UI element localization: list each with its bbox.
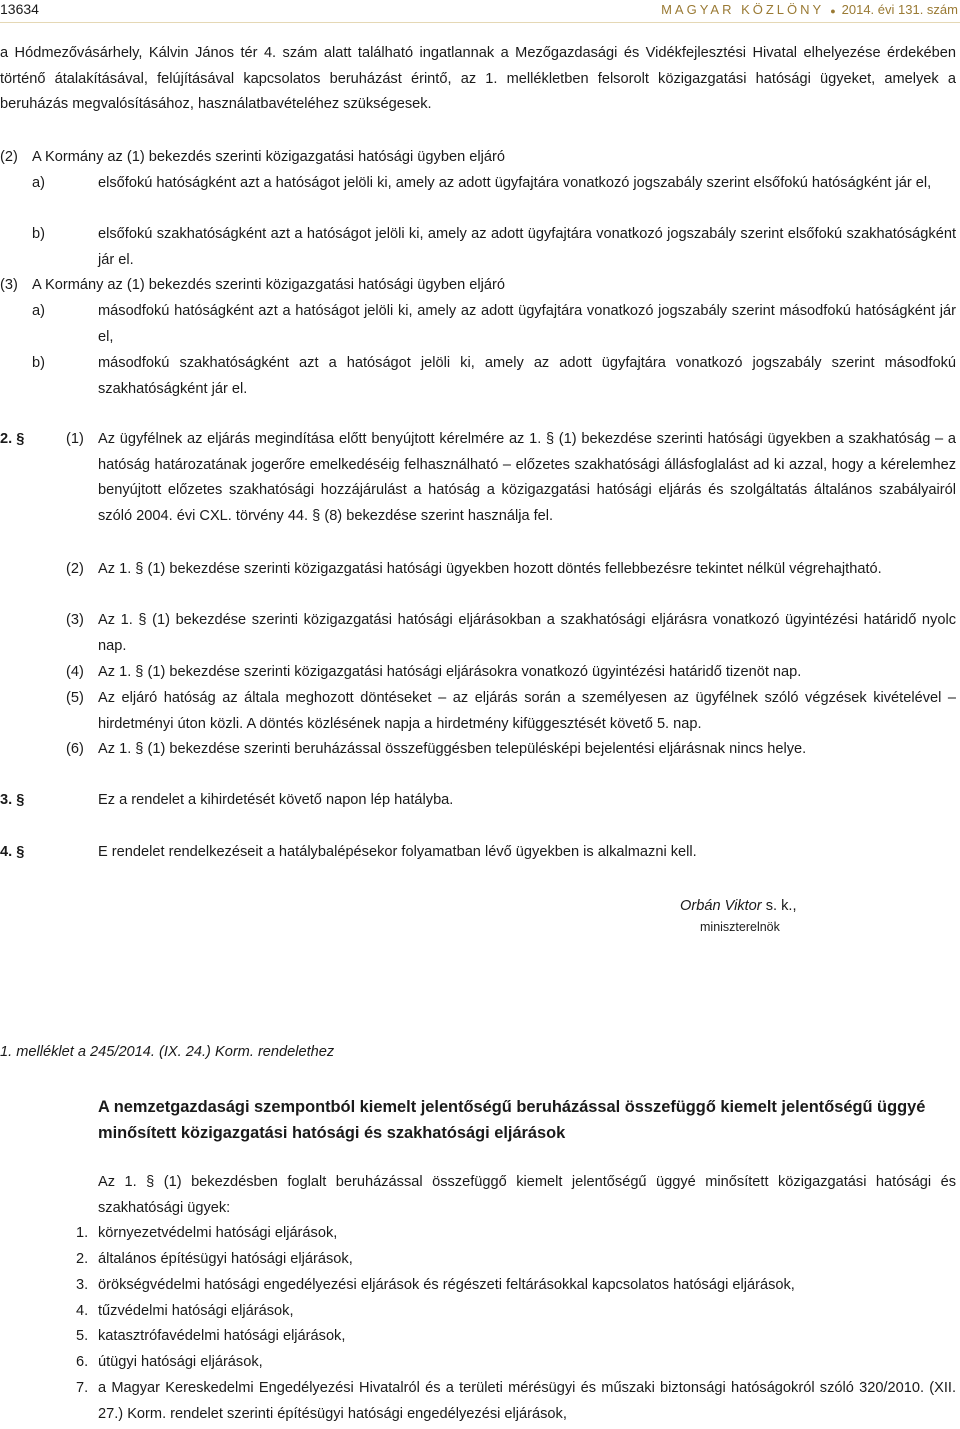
section-1-continuation-text: a Hódmezővásárhely, Kálvin János tér 4. szám alatt található ingatlannak a Mezőgazdasági és Vidékfejlesztési Hivatal elhelyezése érdekében történő átalakításával, felújításával kapcsolatos beruházást érintő, az 1. mellékletben felsorolt közigazgatási hatósági ügyeket, amelyek a beruházás megvalósításához, használatbavételéhez szükségesek. bbox=[0, 45, 956, 113]
list-item-number: 5. bbox=[76, 1328, 89, 1344]
point-text: elsőfokú hatóságként azt a hatóságot jelöli ki, amely az adott ügyfajtára vonatkozó jogszabály szerint elsőfokú hatóságként jár el, bbox=[98, 175, 932, 191]
issue-label: 2014. évi 131. szám bbox=[841, 2, 958, 17]
paragraph-number: (2) bbox=[0, 149, 18, 165]
list-item-number: 3. bbox=[76, 1277, 89, 1293]
list-item: örökségvédelmi hatósági engedélyezési eljárások és régészeti feltárásokkal kapcsolatos hatósági eljárások, bbox=[98, 1277, 795, 1293]
annex-title: A nemzetgazdasági szempontból kiemelt jelentőségű beruházással összefüggő kiemelt jelentőségű üggyé minősített közigazgatási hatósági és szakhatósági eljárások bbox=[98, 1098, 926, 1142]
paragraph-text: Az 1. § (1) bekezdése szerinti beruházással összefüggésben településképi bejelentési eljárásnak nincs helye. bbox=[98, 741, 807, 757]
signature-suffix: s. k., bbox=[761, 898, 797, 914]
section-label: 3. § bbox=[0, 792, 25, 808]
list-item-number: 2. bbox=[76, 1251, 89, 1267]
point-text: elsőfokú szakhatóságként azt a hatóságot jelöli ki, amely az adott ügyfajtára vonatkozó jogszabály szerint elsőfokú szakhatóságként jár el. bbox=[98, 226, 956, 268]
paragraph-text: Az 1. § (1) bekezdése szerinti közigazgatási hatósági ügyekben hozott döntés fellebbezésre tekintet nélkül végrehajtható. bbox=[98, 561, 882, 577]
paragraph-number: (1) bbox=[66, 431, 84, 447]
signatory-role: miniszterelnök bbox=[700, 920, 780, 934]
page-number: 13634 bbox=[0, 1, 39, 17]
point-text: másodfokú szakhatóságként azt a hatóságot jelöli ki, amely az adott ügyfajtára vonatkozó jogszabály szerint másodfokú szakhatóságként jár el. bbox=[98, 355, 956, 397]
annex-intro: Az 1. § (1) bekezdésben foglalt beruházással összefüggő kiemelt jelentőségű üggyé minősített közigazgatási hatósági és szakhatósági ügyek: bbox=[98, 1174, 956, 1216]
header-publication-info bbox=[661, 0, 958, 25]
list-item: tűzvédelmi hatósági eljárások, bbox=[98, 1303, 294, 1319]
list-item: a Magyar Kereskedelmi Engedélyezési Hivatalról és a területi mérésügyi és műszaki biztonsági hatóságokról szóló 320/2010. (XII. 27.) Korm. rendelet szerinti építésügyi hatósági engedélyezési eljárások, bbox=[98, 1380, 956, 1422]
paragraph-number: (2) bbox=[66, 561, 84, 577]
point-label: a) bbox=[32, 303, 45, 319]
paragraph-text: Az 1. § (1) bekezdése szerinti közigazgatási hatósági eljárásokban a szakhatósági eljárásra vonatkozó ügyintézési határidő nyolc nap. bbox=[98, 612, 956, 654]
paragraph-number: (3) bbox=[66, 612, 84, 628]
list-item-number: 6. bbox=[76, 1354, 89, 1370]
list-item-number: 1. bbox=[76, 1225, 89, 1241]
list-item: környezetvédelmi hatósági eljárások, bbox=[98, 1225, 338, 1241]
list-item: általános építésügyi hatósági eljárások, bbox=[98, 1251, 353, 1267]
list-item: útügyi hatósági eljárások, bbox=[98, 1354, 263, 1370]
point-label: b) bbox=[32, 226, 45, 242]
paragraph-number: (5) bbox=[66, 690, 84, 706]
section-text: Ez a rendelet a kihirdetését követő napon lép hatályba. bbox=[98, 792, 454, 808]
paragraph-number: (6) bbox=[66, 741, 84, 757]
section-label: 4. § bbox=[0, 844, 25, 860]
paragraph-text: Az ügyfélnek az eljárás megindítása előtt benyújtott kérelmére az 1. § (1) bekezdése szerinti hatósági ügyekben a szakhatóság – a hatóság határozatának jogerőre emelkedéséig felhasználható – előzetes szakhatósági állásfoglalást ad ki azzal, hogy a kérelemhez benyújtott előzetes szakhatósági hozzájárulást a hatóság a közigazgatási hatósági eljárás és szolgáltatás általános szabályairól szóló 2004. évi CXL. törvény 44. § (8) bekezdése szerint használja fel. bbox=[98, 431, 956, 525]
point-text: másodfokú hatóságként azt a hatóságot jelöli ki, amely az adott ügyfajtára vonatkozó jogszabály szerint másodfokú hatóságként jár el, bbox=[98, 303, 956, 345]
paragraph-text: A Kormány az (1) bekezdés szerinti közigazgatási hatósági ügyben eljáró bbox=[32, 149, 505, 165]
list-item-number: 4. bbox=[76, 1303, 89, 1319]
list-item: katasztrófavédelmi hatósági eljárások, bbox=[98, 1328, 346, 1344]
bullet-separator-icon: ● bbox=[830, 6, 836, 16]
section-label: 2. § bbox=[0, 431, 25, 447]
paragraph-number: (3) bbox=[0, 277, 18, 293]
publication-name: MAGYAR KÖZLÖNY bbox=[661, 2, 825, 17]
point-label: b) bbox=[32, 355, 45, 371]
point-label: a) bbox=[32, 175, 45, 191]
paragraph-text: A Kormány az (1) bekezdés szerinti közigazgatási hatósági ügyben eljáró bbox=[32, 277, 505, 293]
section-text: E rendelet rendelkezéseit a hatálybalépésekor folyamatban lévő ügyekben is alkalmazni kell. bbox=[98, 844, 697, 860]
header-divider bbox=[0, 22, 960, 23]
annex-heading: 1. melléklet a 245/2014. (IX. 24.) Korm. rendelethez bbox=[0, 1044, 335, 1060]
paragraph-number: (4) bbox=[66, 664, 84, 680]
list-item-number: 7. bbox=[76, 1380, 89, 1396]
paragraph-text: Az 1. § (1) bekezdése szerinti közigazgatási hatósági eljárásokra vonatkozó ügyintézési határidő tizenöt nap. bbox=[98, 664, 802, 680]
paragraph-text: Az eljáró hatóság az általa meghozott döntéseket – az eljárás során a személyesen az ügyfélnek szóló végzések kivételével – hirdetményi úton közli. A döntés közlésének napja a hirdetmény kifüggesztését követő 5. nap. bbox=[98, 690, 956, 732]
signatory-name: Orbán Viktor bbox=[680, 898, 762, 914]
